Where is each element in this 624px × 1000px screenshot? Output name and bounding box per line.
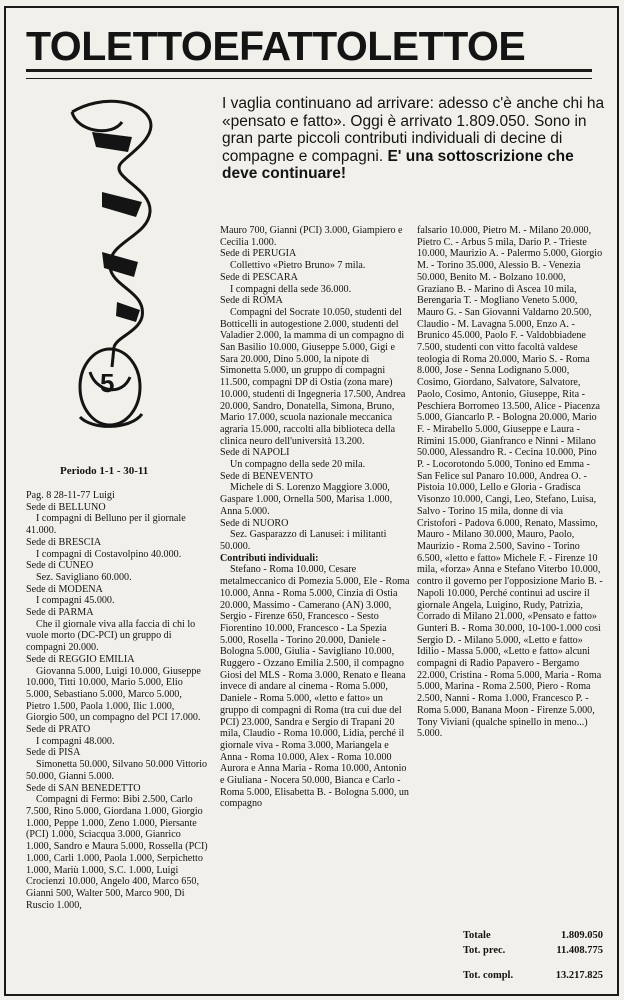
entry: Un compagno della sede 20 mila. <box>230 459 366 471</box>
page-title: TOLETTOEFATTOLETTOE <box>26 24 592 72</box>
section-heading: Contributi individuali: <box>220 552 319 564</box>
totale-label: Totale <box>463 930 491 941</box>
entry: Collettivo «Pietro Bruno» 7 mila. <box>230 260 366 272</box>
entry: Mauro 700, Gianni (PCI) 3.000, Giampiero e Cecilia 1.000. <box>220 225 403 248</box>
prec-value: 11.408.775 <box>556 945 603 956</box>
compl-value: 13.217.825 <box>555 970 603 981</box>
entry: Stefano - Roma 10.000, Cesare metalmeccanico di Pomezia 5.000, Ele - Roma 10.000, Anna - Roma 5.000, Cinzia di Ostia 20.000, Massimo - Camerano (AN) 3.000, Sergio - Firenze 650, Francesco - Sesto Fiorentino 10.000, Francesco - La Spezia 5.000, Rosella - Torino 20.000, Daniele - Bologna 5.000, Giulia - Savigliano 10.000, Ruggero - Ozzano Emilia 2.500, il compagno Giosi del MLS - Roma 3.000, Renato e Ileana invece di andare al cinema - Roma 5.000, Daniele - Roma 5.000, «letto e fatto» un gruppo di compagni di Roma (tra cui due del PCI) 23.000, Sandra e Sergio di Trapani 20 mila, Claudio - Roma 10.000, Lidia, perché il giornale viva - Roma 3.000, Mariangela e Anna - Roma 10.000, Alex - Roma 10.000 Aurora e Anna Maria - Roma 10.000, Antonio e Giuliana - Nocera 50.000, Bianca e Carlo - Roma 5.000, Elisabetta B. - Bologna 5.000, un compagno <box>220 564 410 810</box>
page-ref: Pag. 8 28-11-77 Luigi <box>26 490 115 501</box>
totals-block <box>463 930 603 985</box>
sede-heading: Sede di REGGIO EMILIA <box>26 653 135 665</box>
totale-value: 1.809.050 <box>561 930 603 941</box>
entry: I compagni della sede 36.000. <box>230 283 352 295</box>
entry: Che il giornale viva alla faccia di chi lo vuole morto (DC-PCI) un gruppo di compagni 20.000. <box>26 618 196 654</box>
entry: Michele di S. Lorenzo Maggiore 3.000, Gaspare 1.000, Ornella 500, Marisa 1.000, Anna 5.000. <box>220 482 393 517</box>
sede-heading: Sede di PARMA <box>26 607 94 619</box>
compl-label: Tot. compl. <box>463 970 514 981</box>
svg-text:5: 5 <box>100 368 115 398</box>
entry: I compagni 45.000. <box>36 595 115 607</box>
entry: Sez. Savigliano 60.000. <box>36 571 132 583</box>
column-2 <box>220 225 410 985</box>
sede-heading: Sede di BELLUNO <box>26 501 106 513</box>
sede-heading: Sede di ROMA <box>220 295 283 307</box>
intro-text: I vaglia continuano ad arrivare: adesso c'è anche chi ha «pensato e fatto». Oggi è arrivato 1.809.050. Sono in gran parte piccoli contributi individuali di decine di compagne e compagni. <box>222 95 605 165</box>
totale-row <box>463 930 603 945</box>
entry: I compagni di Costavolpino 40.000. <box>36 548 182 560</box>
bottle-illustration <box>62 92 162 432</box>
entry: Giovanna 5.000, Luigi 10.000, Giuseppe 10.000, Titti 10.000, Mario 5.000, Elio 5.000, Sebastiano 5.000, Marco 5.000, Pietro 1.500, Paola 1.000, Ilic 1.000, Giorgio 500, un compagno del PCI 17.000. <box>26 665 201 724</box>
column-3 <box>417 225 603 975</box>
sede-heading: Sede di MODENA <box>26 583 103 595</box>
period-label: Periodo 1-1 - 30-11 <box>60 465 149 477</box>
entry: falsario 10.000, Pietro M. - Milano 20.000, Pietro C. - Arbus 5 mila, Dario P. - Trieste 10.000, Maurizio A. - Palermo 5.000, Giorgio M. - Torino 35.000, Alessio B. - Venezia 50.000, Benito M. - Bolzano 10.000, Graziano B. - Marino di Ascea 10 mila, Berengaria T. - Mogliano Veneto 5.000, Mauro G. - San Giovanni Valdarno 20.500, Claudio - M. Lavagna 5.000, Enzo A. - Brunico 45.000, Paolo F. - Valdobbiadene 7.500, studenti con vitto facoltà valdese teologia di Roma 20.000, Mario S. - Roma 8.000, Jose - Senna Lodignano 5.000, Cosimo, Giordano, Salvatore, Salvatore, Paolo, Cosimo, Antonio, Giuseppe, Rita - Peschiera Borromeo 13.500, Alice - Piacenza 5.000, Giancarlo P. - Bologna 20.000, Mario F. - Mirabello 5.000, Giuseppe e Laura - Rimini 15.000, Gianfranco e Ninni - Milano 50.000, Alessandro R. - Cecina 10.000, Pino P. - Locorotondo 5.000, Tonino ed Emma - San Felice sul Panaro 10.000, Andrea O. - Pistoia 10.000, Lello e Gloria - Gradisca Visonzo 10.000, Cangi, Leo, Stefano, Luisa, Salvo - Torino 15 mila, donne di via Cristofori - Padova 6.000, Renato, Massimo, Mauro - Milano 30.000, Mauro, Paolo, Maurizio - Roma 2.500, Savino - Torino 6.500, «letto e fatto» Michele F. - Firenze 10 mila, «forza» Anna e Stefano Viterbo 10.000, contro il governo per l'opposizione Mario B. - Napoli 10.000, Perché continui ad uscire il giornale Angela, Luigino, Rudy, Patrizia, Corrado di Milano 21.000, «Pensato e fatto» Gunteri B. - Roma 30.000, 10-100-1.000 così Sergio D. - Milano 5.000, «Letto e fatto» Idilio - Massa 5.000, «Letto e fatto» alcuni compagni di Radio Papavero - Bergamo 22.000, Cristina - Roma 5.000, Maria - Roma 5.000, Marina - Roma 2.500, Piero - Roma 2.500, Nanni - Roma 1.000, Francesco P. - Roma 5.000, Banana Moon - Firenze 5.000, Tony Viviani (qualche spinello in meno...) 5.000. <box>417 225 603 740</box>
entry: Compagni di Fermo: Bibi 2.500, Carlo 7.500, Rino 5.000, Giordana 1.000, Giorgio 1.000, Peppe 1.000, Zeno 1.000, Piersante (PCI) 1.000, Sciacqua 3.000, Gianrico 1.000, Sandro e Maura 5.000, Rossella (PCI) 1.000, Carli 1.000, Paola 1.000, Serpichetto 1.000, Mariù 1.000, S.C. 1.000, Luigi Crocienzi 10.000, Angelo 400, Marco 650, Gianni 500, Walter 500, Marco 900, Di Ruscio 1.000, <box>26 794 208 911</box>
title-divider <box>26 78 592 79</box>
sede-heading: Sede di SAN BENEDETTO <box>26 782 141 794</box>
column-1 <box>26 490 208 988</box>
entry: Compagni del Socrate 10.050, studenti del Botticelli in autogestione 2.000, studenti del Valadier 2.000, la mamma di un compagno di San Basilio 10.000, Giuseppe 5.000, Gigi e Sara 20.000, Dino 5.000, la nipote di Simonetta 5.000, un gruppo di compagni 11.500, compagni DP di Ostia (zona mare) 10.000, studenti di Ingegneria 17.500, Andrea 20.000, Sandro, Donatella, Simona, Bruno, Mario 17.000, scuola nazionale meccanica agraria 15.000, raccolti alla biblioteca della clinica neuro dell'università 13.200. <box>220 306 406 447</box>
compl-row <box>463 970 603 985</box>
sede-heading: Sede di BENEVENTO <box>220 470 313 482</box>
sede-heading: Sede di BRESCIA <box>26 536 102 548</box>
sede-heading: Sede di CUNEO <box>26 560 94 572</box>
sede-heading: Sede di NAPOLI <box>220 447 290 459</box>
entry: I compagni 48.000. <box>36 735 115 747</box>
intro-bold-text: E' una sottoscrizione che deve continuare! <box>222 147 574 182</box>
sede-heading: Sede di PISA <box>26 747 81 759</box>
sede-heading: Sede di NUORO <box>220 517 289 529</box>
entry: Sez. Gasparazzo di Lanusei: i militanti 50.000. <box>220 529 387 552</box>
sede-heading: Sede di PRATO <box>26 724 91 736</box>
prec-label: Tot. prec. <box>463 945 506 956</box>
sede-heading: Sede di PERUGIA <box>220 248 297 260</box>
entry: I compagni di Belluno per il giornale 41.000. <box>26 513 186 537</box>
intro-paragraph <box>222 95 607 183</box>
prec-row <box>463 945 603 960</box>
sede-heading: Sede di PESCARA <box>220 271 298 283</box>
entry: Simonetta 50.000, Silvano 50.000 Vittorio 50.000, Gianni 5.000. <box>26 759 208 782</box>
